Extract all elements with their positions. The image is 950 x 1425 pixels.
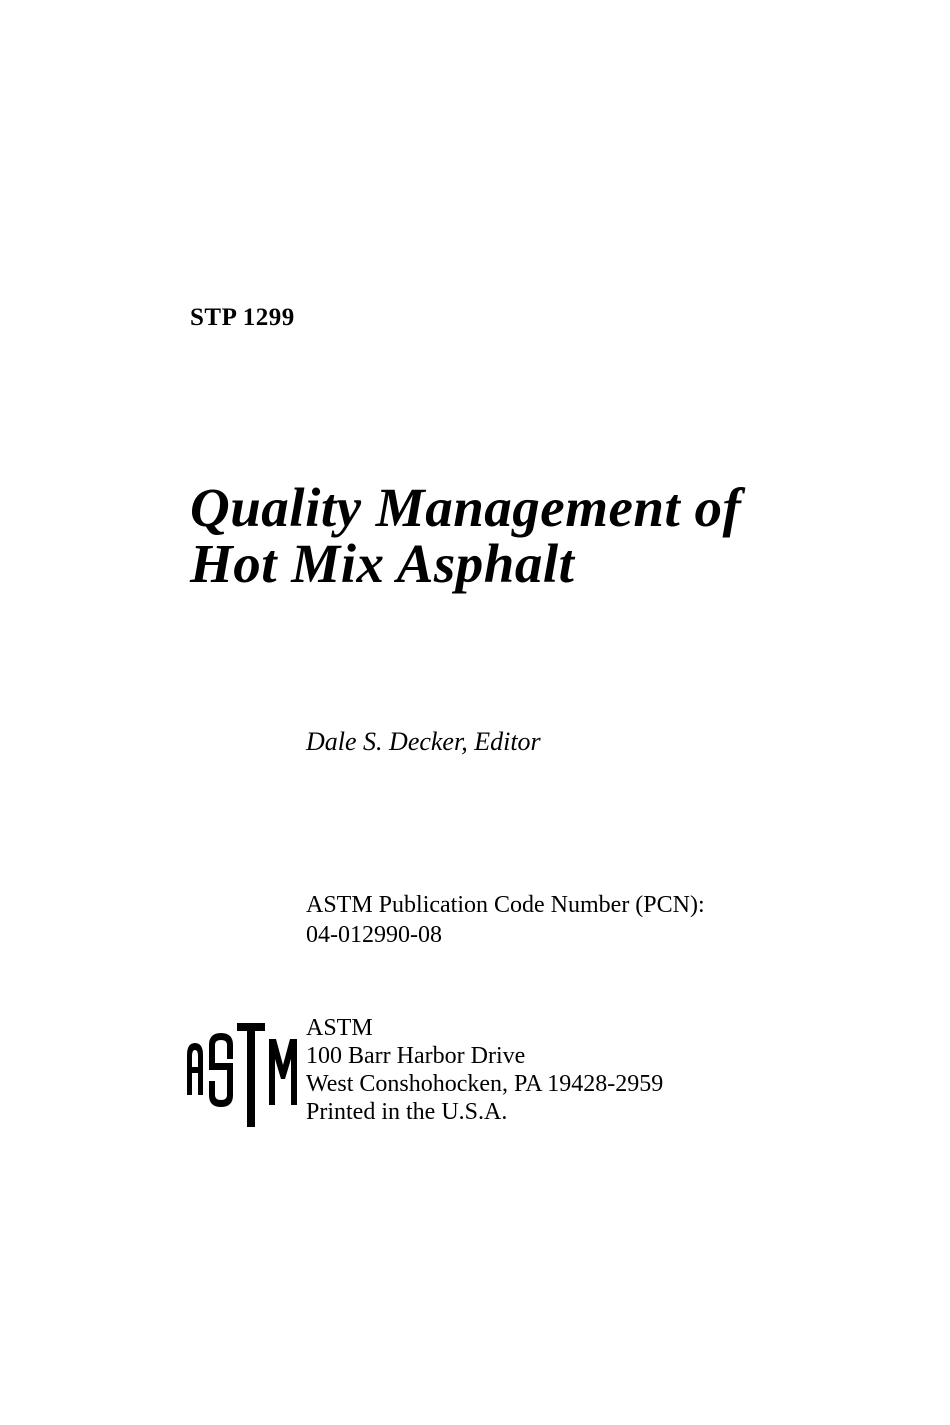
series-number: STP 1299 bbox=[190, 304, 295, 331]
publication-code-value: 04-012990-08 bbox=[306, 922, 442, 948]
publisher-city: West Conshohocken, PA 19428-2959 bbox=[306, 1071, 664, 1097]
publisher-name: ASTM bbox=[306, 1015, 373, 1041]
printed-note: Printed in the U.S.A. bbox=[306, 1099, 508, 1125]
publisher-address bbox=[306, 1014, 663, 1126]
editor-credit: Dale S. Decker, Editor bbox=[306, 727, 541, 756]
book-title bbox=[190, 477, 870, 594]
astm-logo-icon bbox=[183, 1015, 301, 1130]
book-title-line-2: Hot Mix Asphalt bbox=[190, 533, 575, 594]
publication-code-label: ASTM Publication Code Number (PCN): bbox=[306, 892, 705, 918]
publication-code bbox=[306, 890, 705, 950]
book-title-line-1: Quality Management of bbox=[190, 477, 742, 538]
publisher-street: 100 Barr Harbor Drive bbox=[306, 1043, 526, 1069]
